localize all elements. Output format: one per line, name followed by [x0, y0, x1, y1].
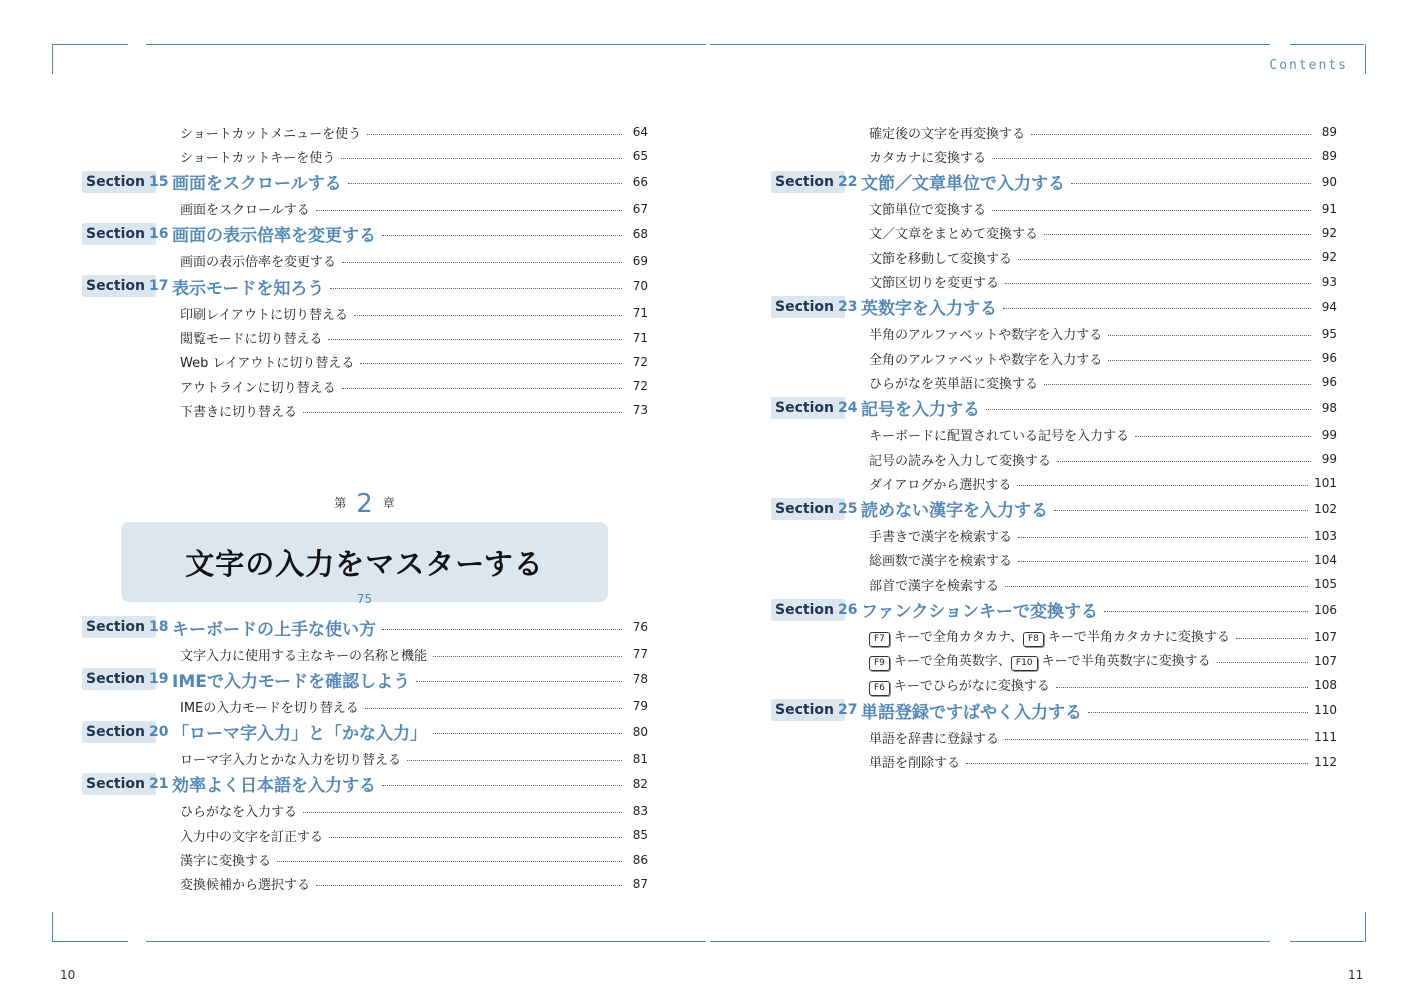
section-title: 表示モードを知ろう: [172, 278, 325, 299]
section-number: 27: [837, 702, 858, 719]
folio-left: 10: [60, 968, 76, 982]
page-number: 110: [1314, 703, 1337, 718]
section-entry[interactable]: [771, 395, 1337, 421]
entry-title: ひらがなを英単語に変換する: [869, 376, 1039, 392]
section-title: 画面の表示倍率を変更する: [172, 226, 376, 247]
section-number: 16: [148, 225, 169, 242]
section-entry[interactable]: [82, 169, 648, 195]
chapter-title-box: [121, 522, 608, 602]
toc-entry[interactable]: [82, 696, 648, 716]
section-number: 21: [148, 775, 169, 792]
dot-leader: [1056, 687, 1308, 688]
section-title: 単語登録ですばやく入力する: [861, 702, 1082, 723]
page-number: 96: [1321, 375, 1337, 390]
section-title: 記号を入力する: [861, 400, 980, 421]
section-badge: [82, 171, 169, 193]
dot-leader: [330, 288, 622, 289]
section-label: Section: [86, 619, 145, 635]
chapter-number: 2: [356, 488, 373, 519]
section-label: Section: [86, 671, 145, 688]
section-entry[interactable]: [771, 169, 1337, 195]
chapter-prefix: 第: [334, 496, 347, 510]
dot-leader: [1005, 586, 1308, 587]
section-label: Section: [86, 173, 145, 190]
entry-title: 入力中の文字を訂正する: [180, 829, 324, 845]
toc-entry[interactable]: [771, 473, 1337, 493]
entry-title: 単語を辞書に登録する: [869, 731, 1000, 747]
dot-leader: [348, 183, 622, 184]
section-number: 18: [148, 619, 169, 635]
dot-leader: [416, 681, 622, 682]
chapter-suffix: 章: [382, 496, 395, 510]
page-number: 72: [632, 379, 648, 394]
dot-leader: [303, 412, 622, 413]
section-title: IMEで入力モードを確認しよう: [172, 671, 411, 692]
page-number: 64: [632, 125, 648, 139]
entry-text: キーで半角英数字に変換する: [1041, 654, 1211, 670]
section-label: Section: [775, 702, 834, 719]
page-number: 73: [632, 403, 648, 418]
page-number: 78: [632, 672, 648, 687]
page-number: 86: [632, 852, 648, 867]
toc-entry[interactable]: [82, 146, 648, 166]
dot-leader: [328, 339, 622, 340]
section-number: 24: [837, 399, 858, 416]
section-title: キーボードの上手な使い方: [172, 619, 376, 640]
dot-leader: [992, 210, 1311, 211]
section-number: 15: [148, 173, 169, 190]
section-number: 23: [837, 298, 858, 315]
section-badge: [82, 223, 169, 245]
dot-leader: [342, 388, 622, 389]
page-number: 79: [632, 699, 648, 714]
toc-entry[interactable]: [771, 574, 1337, 594]
toc-entry[interactable]: [82, 251, 648, 271]
page-number: 106: [1314, 602, 1337, 617]
section-badge: [771, 699, 858, 721]
page-number: 108: [1314, 678, 1337, 693]
entry-title: 文字入力に使用する主なキーの名称と機能: [180, 648, 428, 664]
page-number: 99: [1321, 452, 1337, 466]
page-number: 112: [1314, 754, 1337, 769]
toc-entry[interactable]: [771, 627, 1337, 647]
section-entry[interactable]: [82, 771, 648, 797]
entry-title: 画面の表示倍率を変更する: [180, 255, 337, 271]
page-number: 89: [1321, 149, 1337, 164]
section-label: Section: [86, 775, 145, 792]
section-badge: [771, 171, 858, 193]
toc-entry[interactable]: [771, 223, 1337, 243]
page-number: 111: [1314, 730, 1337, 745]
dot-leader: [341, 158, 622, 159]
entry-text: キーで全角英数字、: [893, 654, 1011, 670]
dot-leader: [303, 812, 622, 813]
entry-title: 総画数で漢字を検索する: [869, 554, 1013, 570]
function-key-icon: F6: [869, 681, 890, 696]
page-number: 72: [632, 354, 648, 369]
page-number: 90: [1321, 174, 1337, 189]
dot-leader: [1135, 436, 1311, 437]
page-number: 87: [632, 876, 648, 891]
entry-title: 記号の読みを入力して変換する: [869, 453, 1052, 469]
toc-entry[interactable]: [771, 449, 1337, 469]
entry-title: [869, 626, 1230, 647]
dot-leader: [382, 785, 622, 786]
dot-leader: [1044, 384, 1311, 385]
section-title: 読めない漢字を入力する: [861, 501, 1048, 522]
entry-title: 文／文章をまとめて変換する: [869, 227, 1039, 243]
section-title: 文節／文章単位で入力する: [861, 174, 1065, 195]
section-label: Section: [86, 225, 145, 242]
page-number: 93: [1321, 274, 1337, 289]
entry-title: 部首で漢字を検索する: [869, 578, 1000, 594]
section-label: Section: [775, 298, 834, 315]
toc-entry[interactable]: [82, 328, 648, 348]
section-label: Section: [86, 723, 145, 740]
dot-leader: [1044, 234, 1311, 235]
section-number: 26: [837, 601, 858, 618]
section-badge: [771, 397, 858, 419]
page-number: 101: [1314, 476, 1337, 491]
toc-entry[interactable]: [771, 727, 1337, 747]
page-number: 71: [632, 330, 648, 345]
entry-title: [869, 675, 1050, 696]
entry-title: アウトラインに切り替える: [180, 380, 336, 396]
toc-entry[interactable]: [82, 825, 648, 845]
toc-entry[interactable]: [771, 247, 1337, 267]
toc-entry[interactable]: [771, 675, 1337, 695]
section-badge: [771, 498, 858, 520]
page-number: 69: [632, 253, 648, 268]
dot-leader: [367, 134, 622, 135]
dot-leader: [1108, 360, 1311, 361]
page-number: 81: [632, 751, 648, 766]
entry-text: キーでひらがなに変換する: [893, 678, 1050, 694]
page-number: 92: [1321, 250, 1337, 265]
toc-entry[interactable]: [82, 400, 648, 420]
page-number: 76: [632, 620, 648, 634]
page-number: 105: [1314, 577, 1337, 592]
contents-label: Contents: [1269, 58, 1348, 73]
entry-title: ローマ字入力とかな入力を切り替える: [180, 753, 402, 769]
dot-leader: [1217, 662, 1309, 663]
entry-title: 全角のアルファベットや数字を入力する: [869, 352, 1103, 368]
page-number: 67: [632, 201, 648, 216]
page-number: 70: [632, 279, 648, 294]
section-title: ファンクションキーで変換する: [861, 602, 1098, 622]
toc-entry[interactable]: [82, 850, 648, 870]
page-number: 102: [1314, 501, 1337, 516]
page-number: 96: [1321, 351, 1337, 366]
toc-entry[interactable]: [82, 303, 648, 323]
page-number: 82: [632, 776, 648, 791]
entry-title: 変換候補から選択する: [180, 878, 311, 894]
page-number: 65: [632, 149, 648, 164]
page-number: 66: [632, 174, 648, 189]
toc-entry[interactable]: [82, 874, 648, 894]
dot-leader: [1031, 134, 1311, 135]
dot-leader: [407, 760, 622, 761]
section-badge: [82, 721, 169, 743]
toc-entry[interactable]: [771, 146, 1337, 166]
section-number: 25: [837, 500, 858, 517]
dot-leader: [354, 315, 622, 316]
toc-entry[interactable]: [771, 651, 1337, 671]
dot-leader: [382, 629, 622, 630]
page-number: 77: [632, 647, 648, 661]
section-entry[interactable]: [771, 697, 1337, 723]
dot-leader: [1018, 561, 1308, 562]
toc-entry[interactable]: [771, 550, 1337, 570]
dot-leader: [1018, 259, 1311, 260]
dot-leader: [1088, 712, 1308, 713]
toc-entry[interactable]: [82, 352, 648, 372]
section-label: Section: [86, 278, 145, 295]
page-number: 103: [1314, 528, 1337, 543]
toc-entry[interactable]: [82, 199, 648, 219]
entry-title: ダイアログから選択する: [869, 477, 1012, 493]
toc-entry[interactable]: [82, 122, 648, 142]
chapter-title: 文字の入力をマスターする: [185, 546, 544, 581]
section-badge: [82, 773, 169, 795]
dot-leader: [1071, 183, 1311, 184]
page-number: 98: [1321, 400, 1337, 415]
dot-leader: [433, 733, 622, 734]
entry-title: 漢字に変換する: [180, 854, 272, 869]
section-entry[interactable]: [82, 666, 648, 692]
dot-leader: [329, 837, 622, 838]
function-key-icon: F9: [869, 656, 890, 671]
entry-text: キーで半角カタカナに変換する: [1047, 630, 1230, 645]
section-number: 19: [148, 671, 169, 688]
dot-leader: [1054, 510, 1308, 511]
dot-leader: [360, 363, 622, 364]
page-number: 89: [1321, 125, 1337, 139]
dot-leader: [1057, 461, 1311, 462]
section-entry[interactable]: [82, 273, 648, 299]
entry-title: キーボードに配置されている記号を入力する: [869, 429, 1130, 445]
toc-entry[interactable]: [771, 122, 1337, 142]
section-label: Section: [775, 601, 834, 618]
section-label: Section: [775, 173, 834, 190]
chapter-number-line: [121, 488, 608, 519]
section-title: 「ローマ字入力」と「かな入力」: [172, 724, 427, 745]
section-label: Section: [775, 399, 834, 416]
entry-title: 手書きで漢字を検索する: [869, 530, 1013, 546]
entry-title: 閲覧モードに切り替える: [180, 332, 323, 347]
dot-leader: [382, 235, 622, 236]
entry-text: キーで全角カタカナ、: [893, 630, 1023, 645]
section-title: 画面をスクロールする: [172, 174, 342, 195]
entry-title: IMEの入力モードを切り替える: [180, 700, 359, 716]
section-badge: [82, 616, 169, 638]
entry-title: 文節を移動して変換する: [869, 251, 1013, 267]
dot-leader: [1003, 308, 1311, 309]
page-number: 104: [1314, 552, 1337, 567]
section-entry[interactable]: [82, 719, 648, 745]
chapter-heading: [121, 490, 608, 606]
section-number: 20: [148, 723, 169, 740]
entry-title: 半角のアルファベットや数字を入力する: [869, 328, 1103, 344]
function-key-icon: F8: [1023, 632, 1044, 647]
entry-title: [869, 650, 1211, 671]
section-label: Section: [775, 500, 834, 517]
page-number: 91: [1321, 201, 1337, 216]
page-number: 95: [1321, 326, 1337, 341]
entry-title: 文節区切りを変更する: [869, 276, 1000, 291]
dot-leader: [1236, 638, 1308, 639]
toc-entry[interactable]: [771, 324, 1337, 344]
page-number: 68: [632, 226, 648, 241]
section-title: 英数字を入力する: [861, 299, 997, 320]
dot-leader: [1018, 537, 1308, 538]
dot-leader: [316, 885, 622, 886]
page-number: 83: [632, 803, 648, 818]
toc-entry[interactable]: [82, 376, 648, 396]
page-number: 92: [1321, 225, 1337, 240]
dot-leader: [433, 656, 622, 657]
page-number: 94: [1321, 299, 1337, 314]
page-number: 80: [632, 724, 648, 739]
section-entry[interactable]: [771, 496, 1337, 522]
page-number: 107: [1314, 653, 1337, 668]
entry-title: 文節単位で変換する: [869, 203, 987, 219]
toc-entry[interactable]: [771, 348, 1337, 368]
entry-title: 画面をスクロールする: [180, 203, 310, 219]
section-entry[interactable]: [82, 221, 648, 247]
entry-title: 印刷レイアウトに切り替える: [180, 307, 348, 323]
entry-title: 下書きに切り替える: [180, 404, 298, 420]
entry-title: ショートカットキーを使う: [180, 150, 336, 166]
page-number: 99: [1321, 427, 1337, 442]
dot-leader: [1017, 485, 1308, 486]
entry-title: ショートカットメニューを使う: [180, 126, 362, 142]
entry-title: カタカナに変換する: [869, 150, 987, 166]
entry-title: 単語を削除する: [869, 756, 961, 772]
toc-entry[interactable]: [771, 425, 1337, 445]
toc-entry[interactable]: [771, 199, 1337, 219]
toc-entry[interactable]: [771, 272, 1337, 292]
entry-title: ひらがなを入力する: [180, 805, 298, 821]
function-key-icon: F7: [869, 632, 890, 647]
toc-entry[interactable]: [82, 801, 648, 821]
dot-leader: [992, 158, 1311, 159]
toc-entry[interactable]: [771, 752, 1337, 772]
folio-right: 11: [1348, 968, 1364, 982]
section-badge: [771, 296, 858, 318]
dot-leader: [1005, 283, 1311, 284]
section-entry[interactable]: [771, 597, 1337, 623]
section-badge: [82, 275, 169, 297]
dot-leader: [966, 763, 1308, 764]
dot-leader: [1104, 611, 1308, 612]
section-badge: [771, 599, 858, 621]
dot-leader: [1108, 335, 1311, 336]
toc-entry[interactable]: [771, 372, 1337, 392]
section-number: 17: [148, 278, 169, 295]
section-title: 効率よく日本語を入力する: [172, 776, 376, 797]
dot-leader: [342, 262, 622, 263]
dot-leader: [365, 708, 622, 709]
entry-title: Web レイアウトに切り替える: [180, 356, 355, 372]
dot-leader: [986, 409, 1311, 410]
dot-leader: [1005, 739, 1308, 740]
page-number: 71: [632, 306, 648, 321]
section-entry[interactable]: [771, 294, 1337, 320]
dot-leader: [277, 861, 622, 862]
section-number: 22: [837, 173, 858, 190]
page-number: 85: [632, 828, 648, 843]
toc-entry[interactable]: [771, 526, 1337, 546]
entry-title: 確定後の文字を再変換する: [869, 126, 1026, 142]
toc-entry[interactable]: [82, 749, 648, 769]
dot-leader: [316, 210, 622, 211]
section-badge: [82, 668, 169, 690]
section-entry[interactable]: [82, 614, 648, 640]
chapter-page: 75: [356, 592, 373, 606]
page-number: 107: [1314, 629, 1337, 644]
toc-entry[interactable]: [82, 644, 648, 664]
function-key-icon: F10: [1011, 656, 1038, 671]
